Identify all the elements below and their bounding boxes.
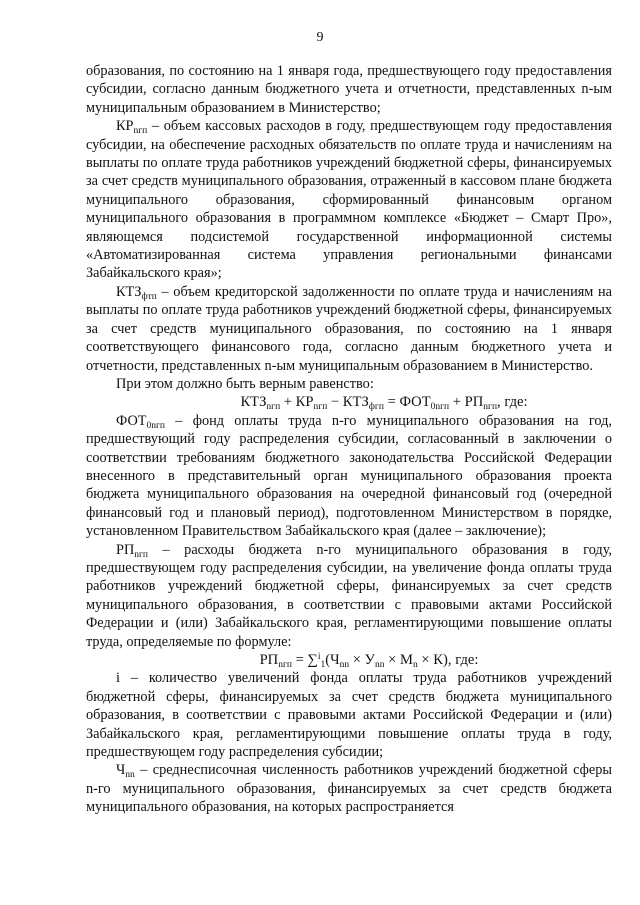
symbol-subscript: nгп [134,549,149,560]
paragraph: образования, по состоянию на 1 января года, предшествующего году предоставления субсидии, согласно данным бюджетного учета и отчетности, представленных n-ым муниципальным образованием в Министерство; [86,63,612,116]
paragraph-i: i – количество увеличений фонда оплаты труда работников учреждений бюджетной сферы, финансируемых за счет средств бюджета муниципального образования, в соответствии с правовыми актами Российской Федерации и (или) Забайкальского края, регламентирующими повышение оплаты труда в году, предшествующем году распределения субсидии; [86,670,612,761]
paragraph-text: – среднесписочная численность работников учреждений бюджетной сферы n-го муниципального образования, финансируемых за счет средств бюджета муниципального образования, на которых распространяется [86,762,612,816]
symbol: РП [116,541,135,558]
symbol: КР [116,118,134,135]
symbol-subscript: nгп [133,126,148,137]
paragraph: При этом должно быть верным равенство: [116,375,374,392]
formula-equality: $КТЗ_{nгп} + КР_{nгп} - КТЗ_{фгп} = ФОТ_{0nгп} + РП_{nгп}$, где: [240,394,528,413]
symbol-subscript: nn [125,770,135,781]
symbol-subscript: фтп [141,291,157,302]
paragraph-text: – фонд оплаты труда n-го муниципального образования на год, предшествующий году распределения субсидии, согласованный в заключении о соответствии требованиям бюджетного законодательства Российской Федерации внесенного в представительный орган муниципального образования проекта бюджета муниципального образования на очередной финансовый год (очередной финансовый год и плановый период), подготовленном Министерством в порядке, установленном Правительством Забайкальского края (далее – заключение); [86,412,612,540]
formula-rp: $РП_{nгп} = \sum^i_1(Ч_{nn} \times У_{nn} \times М_n \times К)$, где: [259,652,479,670]
page-number: 9 [316,30,324,45]
paragraph-text: – расходы бюджета n-го муниципального образования в году, предшествующем году распределения субсидии, на увеличение фонда оплаты труда работников учреждений бюджетной сферы, финансируемых за счет средств муниципального образования, в соответствии с правовыми актами Российской Федерации и (или) Забайкальского края, регламентирующими повышение оплаты труда, определяемые по формуле: [86,541,612,650]
document-body [86,62,612,817]
symbol-subscript: 0nгп [146,420,166,431]
paragraph-rp [86,541,612,651]
paragraph-text: – объем кредиторской задолженности по оплате труда и начислениям на выплаты по оплате труда работников учреждений бюджетной сферы, финансируемых за счет средств муниципального образования, по состоянию на 1 января соответствующего финансового года, согласно данным бюджетного учета и отчетности, представленных n-ым муниципальным образованием в Министерство. [86,283,612,374]
paragraph-fot [86,412,612,541]
paragraph-text: – объем кассовых расходов в году, предшествующем году предоставления субсидии, на обеспечение расходных обязательств по оплате труда и начислениям на выплаты по оплате труда работников учреждений бюджетной сферы, финансируемых за счет средств муниципального образования, отраженный в кассовом плане бюджета муниципального образования, сформированный финансовым органом муниципального образования в программном комплексе «Бюджет – Смарт Про», являющемся подсистемой государственной информационной системы «Автоматизированная система управления региональными финансами Забайкальского края»; [86,118,612,282]
symbol: ФОТ [116,412,147,429]
paragraph-kr [86,117,612,283]
symbol: КТЗ [116,283,142,300]
symbol: Ч [116,762,126,779]
paragraph-ktz [86,283,612,375]
paragraph-ch [86,761,612,816]
